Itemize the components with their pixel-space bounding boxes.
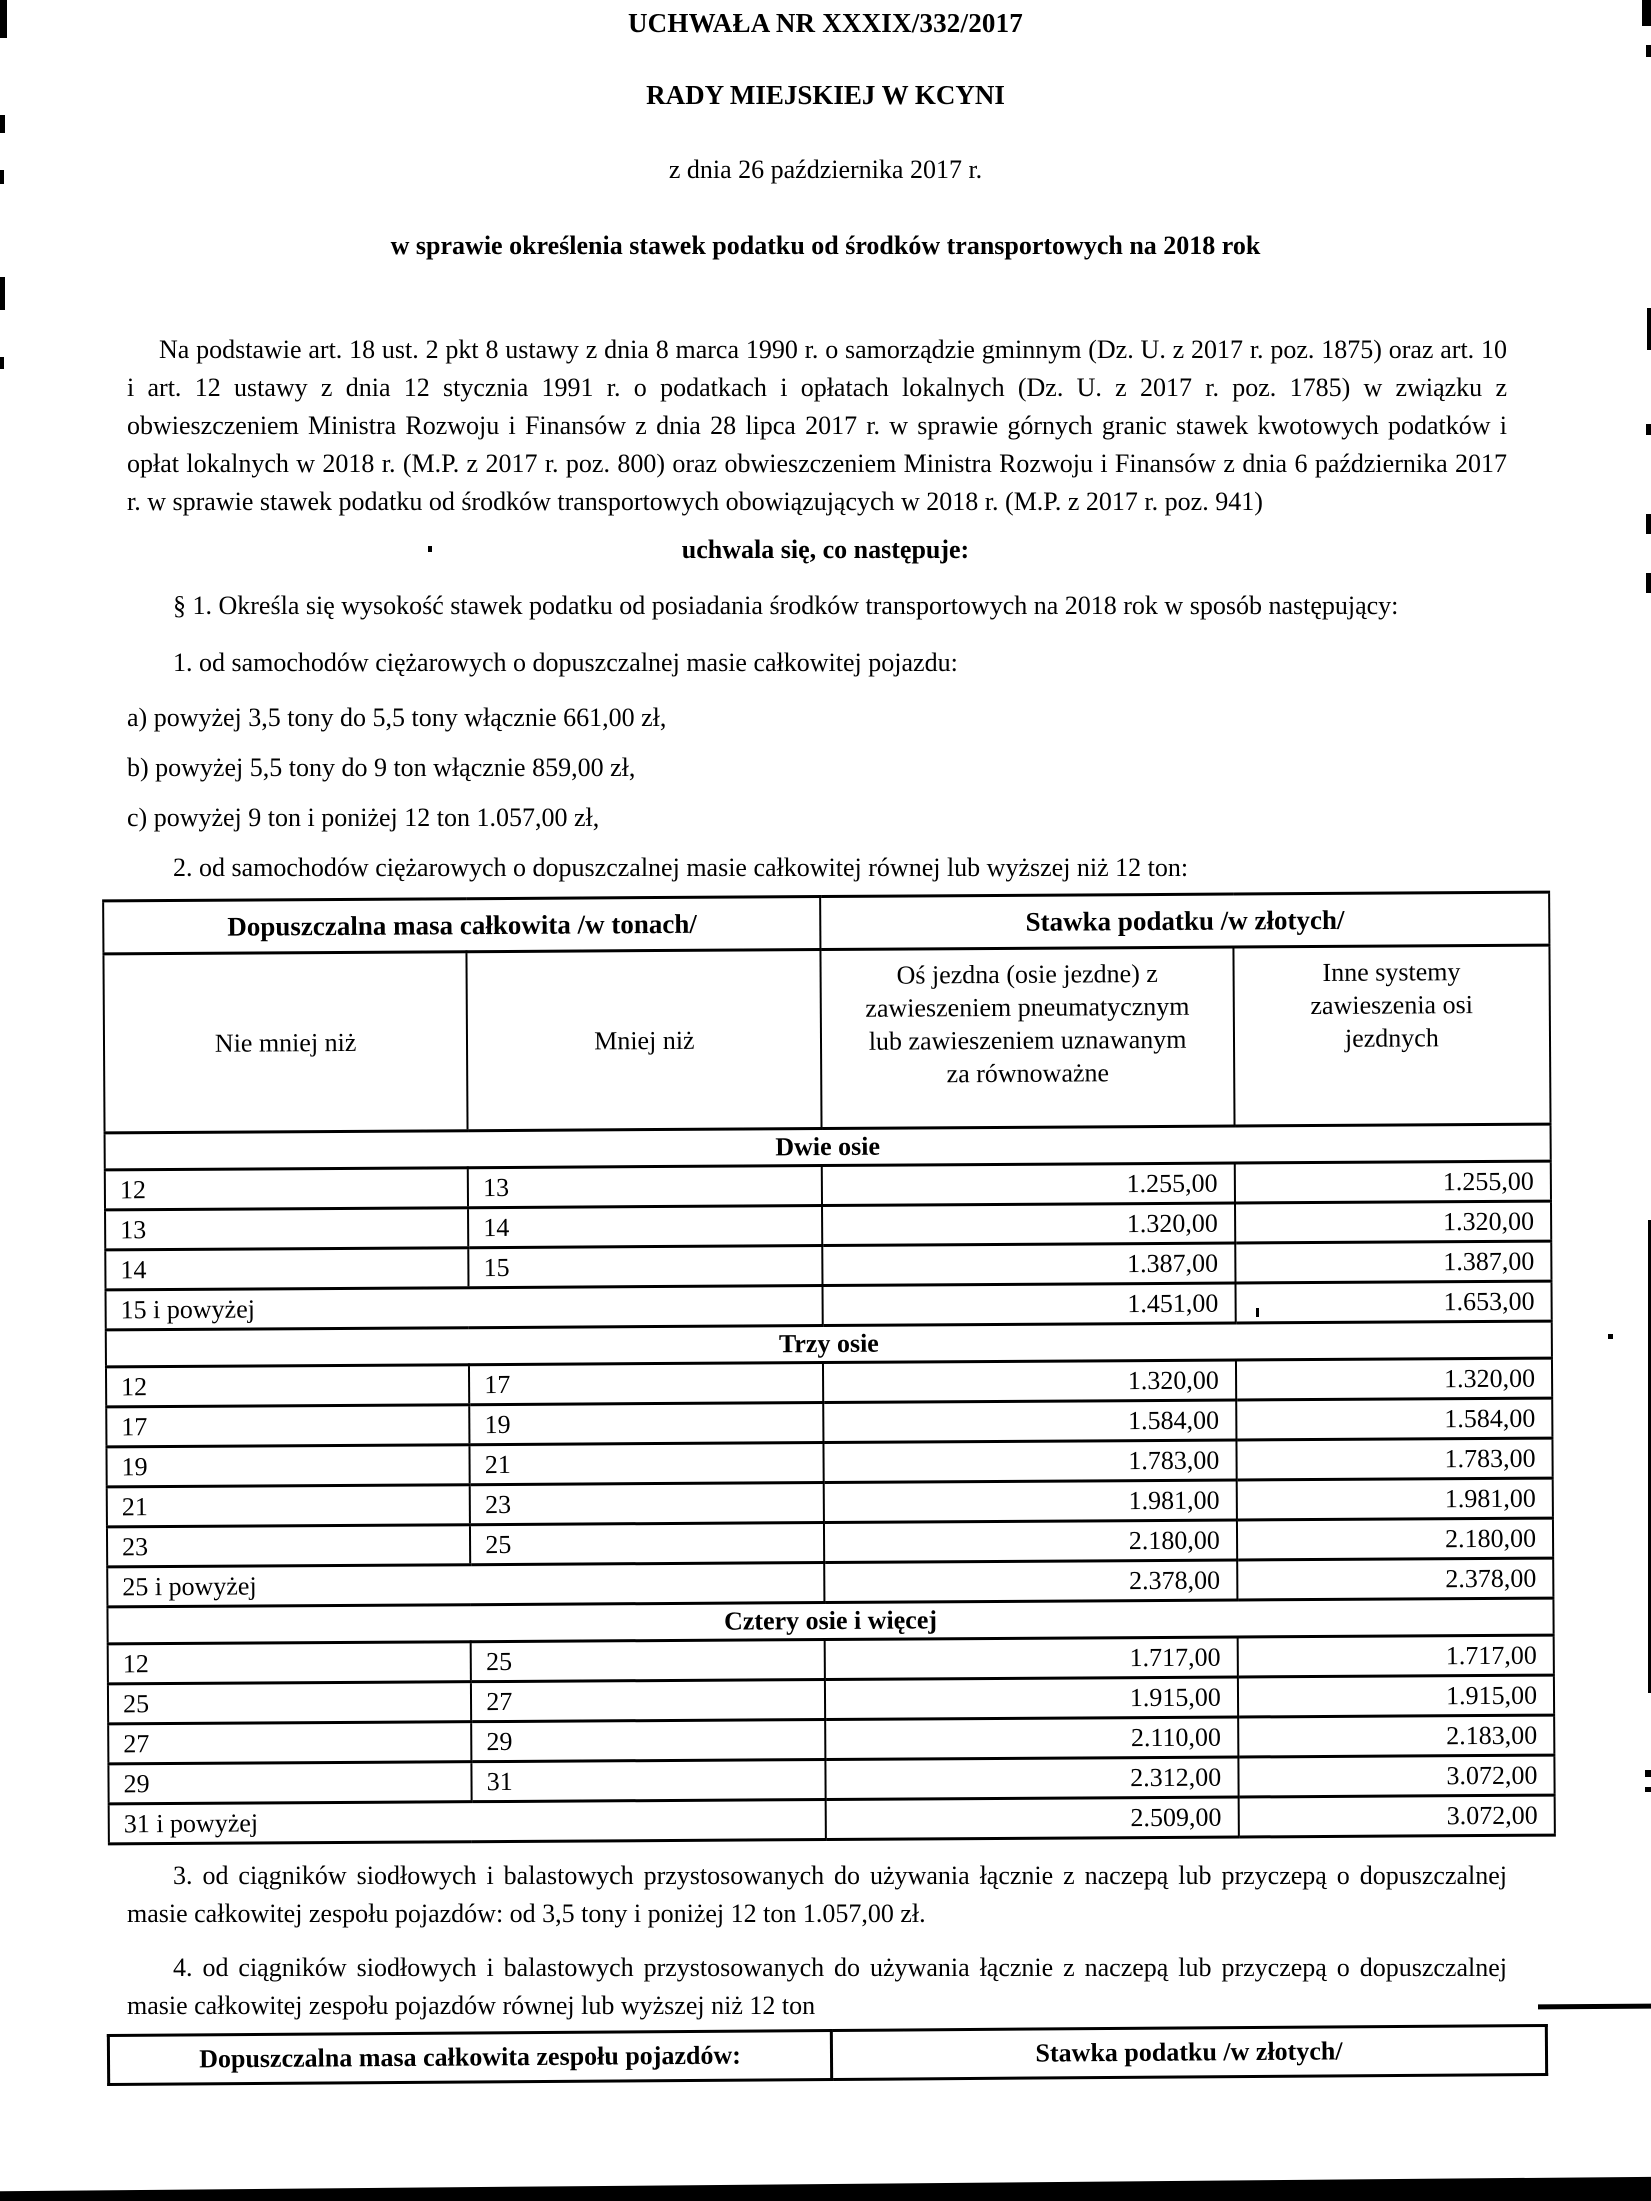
mass-cell: 15 i powyżej: [106, 1286, 824, 1330]
col-header-not-less-than: Nie mniej niż: [103, 952, 467, 1133]
mass-cell: 14: [105, 1248, 468, 1290]
mass-cell: 19: [469, 1403, 823, 1445]
scan-artifact-bottom-bar: [0, 2177, 1651, 2201]
rate-cell: 1.255,00: [822, 1163, 1235, 1206]
axle-section-label: Trzy osie: [106, 1321, 1552, 1367]
mass-cell: 29: [108, 1762, 471, 1804]
col-header-less-than: Mniej niż: [467, 950, 822, 1131]
col-header-pneumatic-axle: Oś jezdna (osie jezdne) z zawieszeniem pneumatycznym lub zawieszeniem uznawanym za równoważne: [821, 947, 1234, 1129]
resolution-subject: w sprawie określenia stawek podatku od środków transportowych na 2018 rok: [390, 231, 1261, 260]
rate-cell: 1.717,00: [825, 1637, 1238, 1680]
list-item-1: 1. od samochodów ciężarowych o dopuszczalnej masie całkowitej pojazdu:: [173, 648, 958, 677]
mass-cell: 12: [106, 1365, 469, 1407]
vehicle-set-mass-header: Dopuszczalna masa całkowita zespołu pojazdów:: [108, 2030, 831, 2084]
rate-cell: 1.915,00: [825, 1677, 1238, 1720]
rate-cell: 1.783,00: [824, 1440, 1237, 1483]
mass-cell: 21: [107, 1485, 470, 1527]
table-column-header-row: [103, 945, 1550, 1133]
resolution-number-title: UCHWAŁA NR XXXIX/332/2017: [627, 8, 1024, 38]
scan-artifact-right-edge: [1646, 573, 1651, 593]
rate-group-header: Stawka podatku /w złotych/: [821, 892, 1550, 949]
table-group-header-row: [103, 892, 1549, 954]
rate-cell: 1.915,00: [1238, 1675, 1554, 1717]
mass-cell: 25: [471, 1640, 825, 1682]
scan-artifact-dot: [1256, 1308, 1259, 1317]
resolution-date: z dnia 26 października 2017 r.: [668, 155, 983, 184]
tax-rate-table: [102, 891, 1556, 1846]
rate-cell: 1.783,00: [1236, 1438, 1552, 1480]
rate-cell: 3.072,00: [1238, 1795, 1554, 1837]
rate-cell: 1.387,00: [1235, 1241, 1551, 1283]
mass-cell: 25: [470, 1523, 824, 1565]
rate-cell: 2.183,00: [1238, 1715, 1554, 1757]
list-item-2: 2. od samochodów ciężarowych o dopuszczalnej masie całkowitej równej lub wyższej niż 12 ton:: [173, 853, 1189, 882]
rate-cell: 1.387,00: [823, 1243, 1236, 1286]
rate-cell: 1.255,00: [1235, 1161, 1551, 1203]
list-item-1c: c) powyżej 9 ton i poniżej 12 ton 1.057,00 zł,: [127, 803, 600, 832]
rate-cell: 1.320,00: [823, 1360, 1236, 1403]
tax-rate-row: [109, 1795, 1555, 1844]
mass-cell: 23: [107, 1525, 470, 1567]
scan-artifact-right-edge: [1646, 424, 1651, 435]
mass-cell: 31 i powyżej: [109, 1800, 827, 1844]
enactment-clause: uchwala się, co następuje:: [681, 535, 970, 564]
col-header-other-suspension: Inne systemy zawieszenia osi jezdnych: [1233, 945, 1550, 1126]
legal-basis-paragraph: Na podstawie art. 18 ust. 2 pkt 8 ustawy z dnia 8 marca 1990 r. o samorządzie gminnym (Dz. U. z 2017 r. poz. 1875) oraz art. 10 i art. 12 ustawy z dnia 12 stycznia 1991 r. o podatkach i opłatach lokalnych (Dz. U. z 2017 r. poz. 1785) w związku z obwieszczeniem Ministra Rozwoju i Finansów z dnia 28 lipca 2017 r. w sprawie górnych granic stawek kwotowych podatków i opłat lokalnych w 2018 r. (M.P. z 2017 r. poz. 800) oraz obwieszczeniem Ministra Rozwoju i Finansów z dnia 6 października 2017 r. w sprawie stawek podatku od środków transportowych obowiązujących w 2018 r. (M.P. z 2017 r. poz. 941): [127, 335, 1507, 516]
list-item-1b: b) powyżej 5,5 tony do 9 ton włącznie 859,00 zł,: [127, 753, 636, 782]
mass-cell: 27: [108, 1722, 471, 1764]
scan-artifact-left-edge: [0, 115, 5, 133]
mass-cell: 29: [471, 1720, 825, 1762]
rate-cell: 2.180,00: [824, 1520, 1237, 1563]
mass-cell: 13: [468, 1166, 822, 1208]
scan-artifact-right-edge: [1642, 0, 1651, 26]
scan-artifact-dot: [428, 546, 432, 552]
rate-cell: 1.717,00: [1237, 1635, 1553, 1677]
mass-cell: 31: [472, 1760, 826, 1802]
council-name-title: RADY MIEJSKIEJ W KCYNI: [646, 80, 1005, 110]
rate-cell: 1.653,00: [1235, 1281, 1551, 1323]
paragraph-1: § 1. Określa się wysokość stawek podatku od posiadania środków transportowych na 2018 rok w sposób następujący:: [173, 591, 1399, 620]
mass-cell: 12: [105, 1168, 468, 1210]
rate-cell: 1.320,00: [822, 1203, 1235, 1246]
scan-artifact-left-edge: [0, 357, 4, 369]
mass-cell: 19: [106, 1445, 469, 1487]
tax-table-body: [105, 1124, 1555, 1844]
rate-cell: 2.378,00: [825, 1560, 1238, 1603]
rate-cell: 1.451,00: [823, 1283, 1236, 1326]
scan-artifact-left-edge: [0, 0, 7, 38]
mass-cell: 15: [468, 1246, 822, 1288]
mass-cell: 13: [105, 1208, 468, 1250]
rate-cell: 1.981,00: [1236, 1478, 1552, 1520]
mass-group-header: Dopuszczalna masa całkowita /w tonach/: [103, 897, 821, 954]
list-item-3: 3. od ciągników siodłowych i balastowych przystosowanych do używania łącznie z naczepą lub przyczepą o dopuszczalnej masie całkowitej zespołu pojazdów: od 3,5 tony i poniżej 12 ton 1.057,00 zł.: [127, 1861, 1507, 1928]
vehicle-set-table: [107, 2024, 1548, 2086]
rate-cell: 1.584,00: [1236, 1398, 1552, 1440]
mass-cell: 17: [469, 1363, 823, 1405]
scan-artifact-border-overrun: [1538, 2004, 1651, 2010]
axle-section-label: Cztery osie i więcej: [107, 1598, 1553, 1644]
vehicle-set-header-row: [108, 2025, 1546, 2084]
rate-cell: 2.509,00: [826, 1797, 1239, 1840]
list-item-1a: a) powyżej 3,5 tony do 5,5 tony włącznie 661,00 zł,: [127, 703, 667, 732]
vehicle-set-rate-header: Stawka podatku /w złotych/: [831, 2025, 1546, 2079]
scan-artifact-right-edge: [1645, 1770, 1651, 1777]
mass-cell: 14: [468, 1206, 822, 1248]
rate-cell: 2.180,00: [1237, 1518, 1553, 1560]
rate-cell: 3.072,00: [1238, 1755, 1554, 1797]
mass-cell: 27: [471, 1680, 825, 1722]
scan-artifact-right-edge: [1645, 1787, 1651, 1792]
rate-cell: 1.320,00: [1235, 1201, 1551, 1243]
rate-cell: 2.312,00: [826, 1757, 1239, 1800]
list-item-4: 4. od ciągników siodłowych i balastowych przystosowanych do używania łącznie z naczepą lub przyczepą o dopuszczalnej masie całkowitej zespołu pojazdów równej lub wyższej niż 12 ton: [127, 1953, 1507, 2020]
rate-cell: 2.378,00: [1237, 1558, 1553, 1600]
scan-artifact-dot: [1608, 1334, 1613, 1339]
scan-artifact-left-edge: [0, 170, 4, 184]
mass-cell: 21: [470, 1443, 824, 1485]
mass-cell: 17: [106, 1405, 469, 1447]
scan-artifact-right-edge: [1647, 308, 1651, 350]
mass-cell: 12: [108, 1642, 471, 1684]
rate-cell: 1.981,00: [824, 1480, 1237, 1523]
rate-cell: 2.110,00: [826, 1717, 1239, 1760]
axle-section-label: Dwie osie: [105, 1124, 1551, 1170]
scan-artifact-left-edge: [0, 277, 5, 310]
mass-cell: 25 i powyżej: [107, 1563, 825, 1607]
mass-cell: 23: [470, 1483, 824, 1525]
mass-cell: 25: [108, 1682, 471, 1724]
rate-cell: 1.320,00: [1236, 1358, 1552, 1400]
scan-artifact-right-edge: [1646, 514, 1651, 534]
rate-cell: 1.584,00: [824, 1400, 1237, 1443]
scan-artifact-right-edge: [1646, 45, 1651, 57]
